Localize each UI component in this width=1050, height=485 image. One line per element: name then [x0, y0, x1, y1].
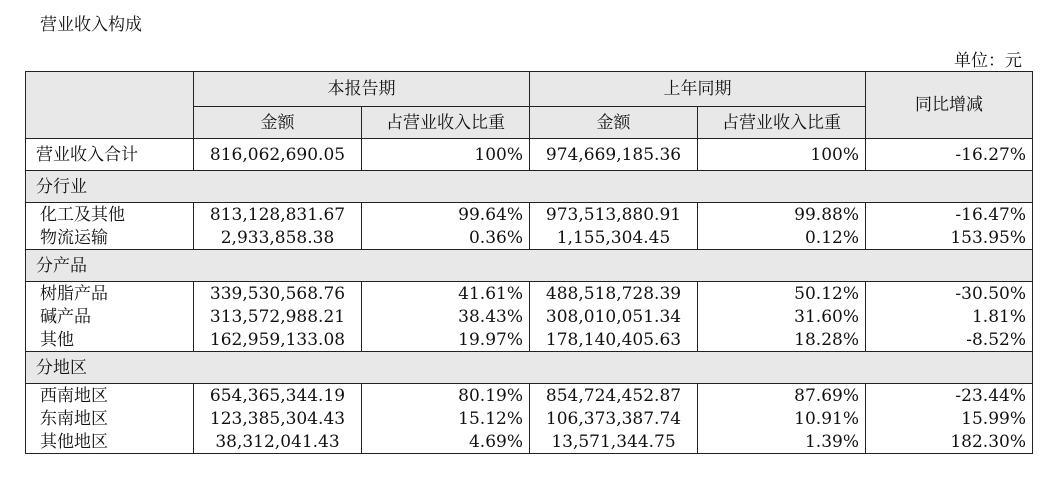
cur-share-cell: 19.97%: [362, 328, 530, 352]
total-cur-amount: 816,062,690.05: [194, 139, 362, 171]
cur-amount-cell: 313,572,988.21: [194, 305, 362, 328]
cur-amount-cell: 339,530,568.76: [194, 282, 362, 306]
header-row-1: [26, 72, 1033, 107]
yoy-cell: -8.52%: [866, 328, 1033, 352]
yoy-cell: 1.81%: [866, 305, 1033, 328]
section-label: 分行业: [26, 171, 1033, 203]
total-row: [26, 139, 1033, 171]
prev-amount-cell: 1,155,304.45: [530, 226, 698, 250]
section-label: 分产品: [26, 250, 1033, 282]
prev-amount-cell: 308,010,051.34: [530, 305, 698, 328]
prev-amount-cell: 13,571,344.75: [530, 430, 698, 454]
revenue-composition-table: [25, 71, 1033, 454]
cur-share-cell: 4.69%: [362, 430, 530, 454]
cur-amount-cell: 813,128,831.67: [194, 203, 362, 227]
table-row: [26, 384, 1033, 408]
total-cur-share: 100%: [362, 139, 530, 171]
cur-share-cell: 80.19%: [362, 384, 530, 408]
total-prev-amount: 974,669,185.36: [530, 139, 698, 171]
header-prev-amount: 金额: [530, 107, 698, 139]
cur-amount-cell: 2,933,858.38: [194, 226, 362, 250]
yoy-cell: -30.50%: [866, 282, 1033, 306]
prev-share-cell: 99.88%: [698, 203, 866, 227]
section-row: [26, 352, 1033, 384]
cur-amount-cell: 162,959,133.08: [194, 328, 362, 352]
cur-share-cell: 99.64%: [362, 203, 530, 227]
prev-amount-cell: 178,140,405.63: [530, 328, 698, 352]
section-label: 分地区: [26, 352, 1033, 384]
total-prev-share: 100%: [698, 139, 866, 171]
header-cur-share: 占营业收入比重: [362, 107, 530, 139]
header-blank-cell: [26, 72, 194, 139]
cur-share-cell: 15.12%: [362, 407, 530, 430]
table-row: [26, 305, 1033, 328]
cur-amount-cell: 38,312,041.43: [194, 430, 362, 454]
prev-share-cell: 87.69%: [698, 384, 866, 408]
header-prior-period: 上年同期: [530, 72, 866, 107]
header-cur-amount: 金额: [194, 107, 362, 139]
row-label: 其他地区: [26, 430, 194, 454]
prev-amount-cell: 854,724,452.87: [530, 384, 698, 408]
yoy-cell: 182.30%: [866, 430, 1033, 454]
table-row: [26, 328, 1033, 352]
header-prev-share: 占营业收入比重: [698, 107, 866, 139]
table-row: [26, 430, 1033, 454]
prev-amount-cell: 973,513,880.91: [530, 203, 698, 227]
prev-share-cell: 50.12%: [698, 282, 866, 306]
yoy-cell: -23.44%: [866, 384, 1033, 408]
table-row: [26, 282, 1033, 306]
section-row: [26, 171, 1033, 203]
prev-share-cell: 31.60%: [698, 305, 866, 328]
yoy-cell: 15.99%: [866, 407, 1033, 430]
total-yoy: -16.27%: [866, 139, 1033, 171]
unit-label: 单位：元: [954, 51, 1022, 71]
cur-share-cell: 41.61%: [362, 282, 530, 306]
yoy-cell: -16.47%: [866, 203, 1033, 227]
prev-share-cell: 10.91%: [698, 407, 866, 430]
row-label: 东南地区: [26, 407, 194, 430]
row-label: 其他: [26, 328, 194, 352]
cur-amount-cell: 654,365,344.19: [194, 384, 362, 408]
yoy-cell: 153.95%: [866, 226, 1033, 250]
table-row: [26, 407, 1033, 430]
table-row: [26, 226, 1033, 250]
row-label: 西南地区: [26, 384, 194, 408]
row-label: 碱产品: [26, 305, 194, 328]
row-label: 化工及其他: [26, 203, 194, 227]
section-row: [26, 250, 1033, 282]
cur-share-cell: 0.36%: [362, 226, 530, 250]
row-label: 树脂产品: [26, 282, 194, 306]
header-current-period: 本报告期: [194, 72, 530, 107]
prev-amount-cell: 106,373,387.74: [530, 407, 698, 430]
cur-share-cell: 38.43%: [362, 305, 530, 328]
header-yoy: 同比增减: [866, 72, 1033, 139]
row-label: 物流运输: [26, 226, 194, 250]
prev-share-cell: 0.12%: [698, 226, 866, 250]
prev-share-cell: 1.39%: [698, 430, 866, 454]
table-title: 营业收入构成: [40, 15, 142, 35]
prev-amount-cell: 488,518,728.39: [530, 282, 698, 306]
total-label: 营业收入合计: [26, 139, 194, 171]
cur-amount-cell: 123,385,304.43: [194, 407, 362, 430]
prev-share-cell: 18.28%: [698, 328, 866, 352]
table-row: [26, 203, 1033, 227]
